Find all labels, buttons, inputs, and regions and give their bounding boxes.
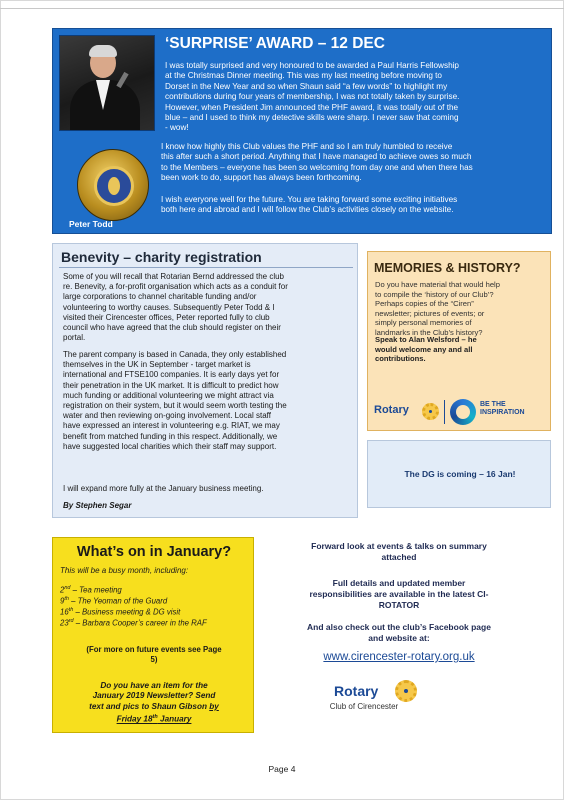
event-text: – Barbara Cooper’s career in the RAF bbox=[73, 618, 207, 628]
facebook-note bbox=[274, 622, 524, 644]
benevity-paragraph-1 bbox=[63, 272, 353, 343]
text-line: The parent company is based in Canada, they only established bbox=[63, 350, 287, 359]
text-line: Do you have an item for the bbox=[100, 681, 208, 690]
award-title: ‘SURPRISE’ AWARD – 12 DEC bbox=[165, 35, 385, 52]
text-span: text and pics to Shaun Gibson bbox=[89, 701, 210, 711]
dg-visit-box bbox=[367, 440, 551, 508]
text-line: attached bbox=[381, 551, 417, 562]
club-name: Club of Cirencester bbox=[329, 702, 399, 711]
event-day: 2 bbox=[60, 585, 65, 595]
text-line: I wish everyone well for the future. You are taking forward some exciting initiatives bbox=[161, 195, 458, 204]
website-link[interactable]: www.cirencester-rotary.org.uk bbox=[323, 651, 475, 663]
benevity-title: Benevity – charity registration bbox=[61, 249, 262, 265]
rotary-wheel-icon bbox=[422, 403, 439, 420]
member-details-note bbox=[274, 578, 524, 610]
text-line: landmarks in the Club’s history? bbox=[375, 327, 483, 337]
text-line: However, when President Jim announced the PHF award, it was totally out of the bbox=[165, 102, 459, 112]
page-number: Page 4 bbox=[268, 764, 296, 774]
text-line bbox=[53, 702, 255, 712]
rotary-club-logo-text: Rotary bbox=[334, 683, 379, 699]
text-line: to compile the ‘history of our Club’? bbox=[375, 289, 494, 299]
text-line: much funding or additional volunteering we might attract via bbox=[63, 390, 274, 400]
award-paragraph-1 bbox=[165, 61, 459, 134]
forward-look-note bbox=[274, 541, 524, 563]
text-line: contributions during four years of membership, I was not totally taken by surprise. bbox=[165, 92, 460, 102]
benevity-article bbox=[52, 243, 358, 518]
dg-visit-text: The DG is coming – 16 Jan! bbox=[404, 469, 516, 479]
text-line: Dorset in the New Year and so when Shaun said “a few words” to highlight my bbox=[165, 81, 448, 91]
text-line: have expressed an interest in volunteering e.g. RIAT, we may bbox=[63, 421, 280, 431]
award-paragraph-2 bbox=[161, 142, 473, 184]
event-item bbox=[60, 585, 122, 595]
text-line: 5) bbox=[150, 655, 158, 664]
text-line: large corporations to channel charitable funding and/or bbox=[63, 292, 257, 302]
text-line: both here and abroad and I will follow the Club’s activities closely on the website. bbox=[161, 205, 454, 215]
deadline-text: by bbox=[209, 701, 219, 711]
paul-harris-medal-image bbox=[77, 149, 149, 221]
event-day: 23 bbox=[60, 618, 69, 628]
logo-divider bbox=[444, 400, 445, 424]
text-line: I was totally surprised and very honoured to be awarded a Paul Harris Fellowship bbox=[165, 61, 459, 70]
event-day-suffix: nd bbox=[64, 585, 71, 591]
title-underline bbox=[59, 267, 353, 268]
be-the-inspiration-text bbox=[480, 401, 525, 417]
text-line: international and FTSE100 companies. It is early days yet for bbox=[63, 370, 280, 380]
text-line: - wow! bbox=[165, 123, 189, 133]
text-line: registration on their system, but it would seem worth testing the bbox=[63, 401, 287, 411]
award-paragraph-3 bbox=[161, 195, 457, 216]
text-line: visited their Cirencester offices, Peter reported fully to club bbox=[63, 312, 270, 322]
text-line: Do you have material that would help bbox=[375, 280, 500, 289]
whats-on-title: What’s on in January? bbox=[76, 544, 232, 560]
event-day-suffix: rd bbox=[68, 618, 74, 624]
peter-todd-photo bbox=[59, 35, 155, 131]
text-line: themselves in the UK in September - target market is bbox=[63, 360, 251, 370]
be-the-inspiration-icon bbox=[450, 399, 476, 425]
text-line: simply personal memories of bbox=[375, 318, 472, 328]
whats-on-subtitle: This will be a busy month, including: bbox=[60, 566, 189, 575]
text-span: January bbox=[157, 714, 192, 724]
award-article bbox=[52, 28, 552, 234]
text-line: been work to do, support has always been forthcoming. bbox=[161, 173, 362, 183]
event-day-suffix: th bbox=[68, 607, 74, 613]
event-text: – Tea meeting bbox=[70, 585, 122, 595]
text-line: volunteering to worthy causes. Subsequently Peter Todd & I bbox=[63, 302, 275, 312]
rotary-logo-text: Rotary bbox=[374, 404, 409, 416]
text-line: ROTATOR bbox=[378, 599, 420, 610]
text-line: this after such a short period. Anything that I have managed to achieve owes so much bbox=[161, 152, 472, 162]
text-line: newsletter; pictures of events; or bbox=[375, 308, 485, 318]
text-line: January 2019 Newsletter? Send bbox=[92, 691, 216, 701]
text-line: (For more on future events see Page bbox=[86, 645, 222, 654]
text-line: Full details and updated member bbox=[332, 578, 466, 588]
text-line: portal. bbox=[63, 333, 86, 343]
text-line: water and then reviewing on-going involvement. Local staff bbox=[63, 411, 271, 421]
benevity-paragraph-3: I will expand more fully at the January business meeting. bbox=[63, 484, 264, 493]
text-line: INSPIRATION bbox=[480, 409, 525, 416]
text-line: blue – and I used to think my detective skills were sharp. I never saw that coming bbox=[165, 113, 459, 123]
text-line: responsibilities are available in the latest CI- bbox=[309, 588, 489, 599]
text-line: would welcome any and all bbox=[375, 344, 473, 354]
text-line: re. Benevity, a for-profit organisation which acts as a conduit for bbox=[63, 282, 288, 292]
event-day: 16 bbox=[60, 607, 69, 617]
top-divider bbox=[0, 8, 564, 9]
text-line: I know how highly this Club values the PHF and so I am truly humbled to receive bbox=[161, 142, 453, 151]
text-line: And also check out the club’s Facebook page bbox=[307, 622, 491, 632]
text-line: Speak to Alan Welsford – he bbox=[375, 335, 477, 344]
event-item bbox=[60, 596, 167, 606]
text-line: Perhaps copies of the “Ciren” bbox=[375, 299, 474, 309]
benevity-author: By Stephen Segar bbox=[63, 501, 132, 510]
rotary-wheel-icon bbox=[395, 680, 417, 702]
benevity-paragraph-2 bbox=[63, 350, 353, 452]
text-span: Friday 18 bbox=[116, 714, 153, 724]
text-line: to the Members – everyone has been so welcoming from day one and when there has bbox=[161, 162, 473, 172]
text-line: council who have agreed that the club should register on their bbox=[63, 323, 281, 333]
deadline-date bbox=[53, 712, 255, 725]
text-line: benefit from matched funding in this respect. Additionally, we bbox=[63, 431, 278, 441]
text-line: their penetration in the UK market. It is difficult to predict how bbox=[63, 380, 279, 390]
newsletter-call bbox=[53, 681, 255, 725]
memories-box bbox=[367, 251, 551, 431]
text-line: BE THE bbox=[480, 401, 506, 408]
event-item bbox=[60, 607, 180, 617]
text-line: Some of you will recall that Rotarian Bernd addressed the club bbox=[63, 272, 285, 281]
award-author-name: Peter Todd bbox=[69, 219, 113, 229]
event-day-suffix: th bbox=[64, 596, 69, 602]
event-text: – Business meeting & DG visit bbox=[73, 607, 181, 617]
whats-on-box bbox=[52, 537, 254, 733]
text-line: at the Christmas Dinner meeting. This was my last meeting before moving to bbox=[165, 71, 442, 81]
text-line: contributions. bbox=[375, 354, 426, 364]
text-line: Forward look at events & talks on summary bbox=[311, 541, 487, 551]
date-suffix: th bbox=[152, 714, 158, 721]
future-events-note bbox=[53, 645, 255, 665]
memories-contact bbox=[375, 335, 545, 364]
memories-paragraph bbox=[375, 280, 549, 338]
text-line: and website at: bbox=[368, 632, 430, 643]
event-day: 9 bbox=[60, 596, 65, 606]
memories-title: MEMORIES & HISTORY? bbox=[374, 261, 521, 275]
event-item bbox=[60, 618, 207, 628]
text-line: have suggested local charities which their staff may support. bbox=[63, 441, 277, 451]
event-text: – The Yeoman of the Guard bbox=[68, 596, 168, 606]
